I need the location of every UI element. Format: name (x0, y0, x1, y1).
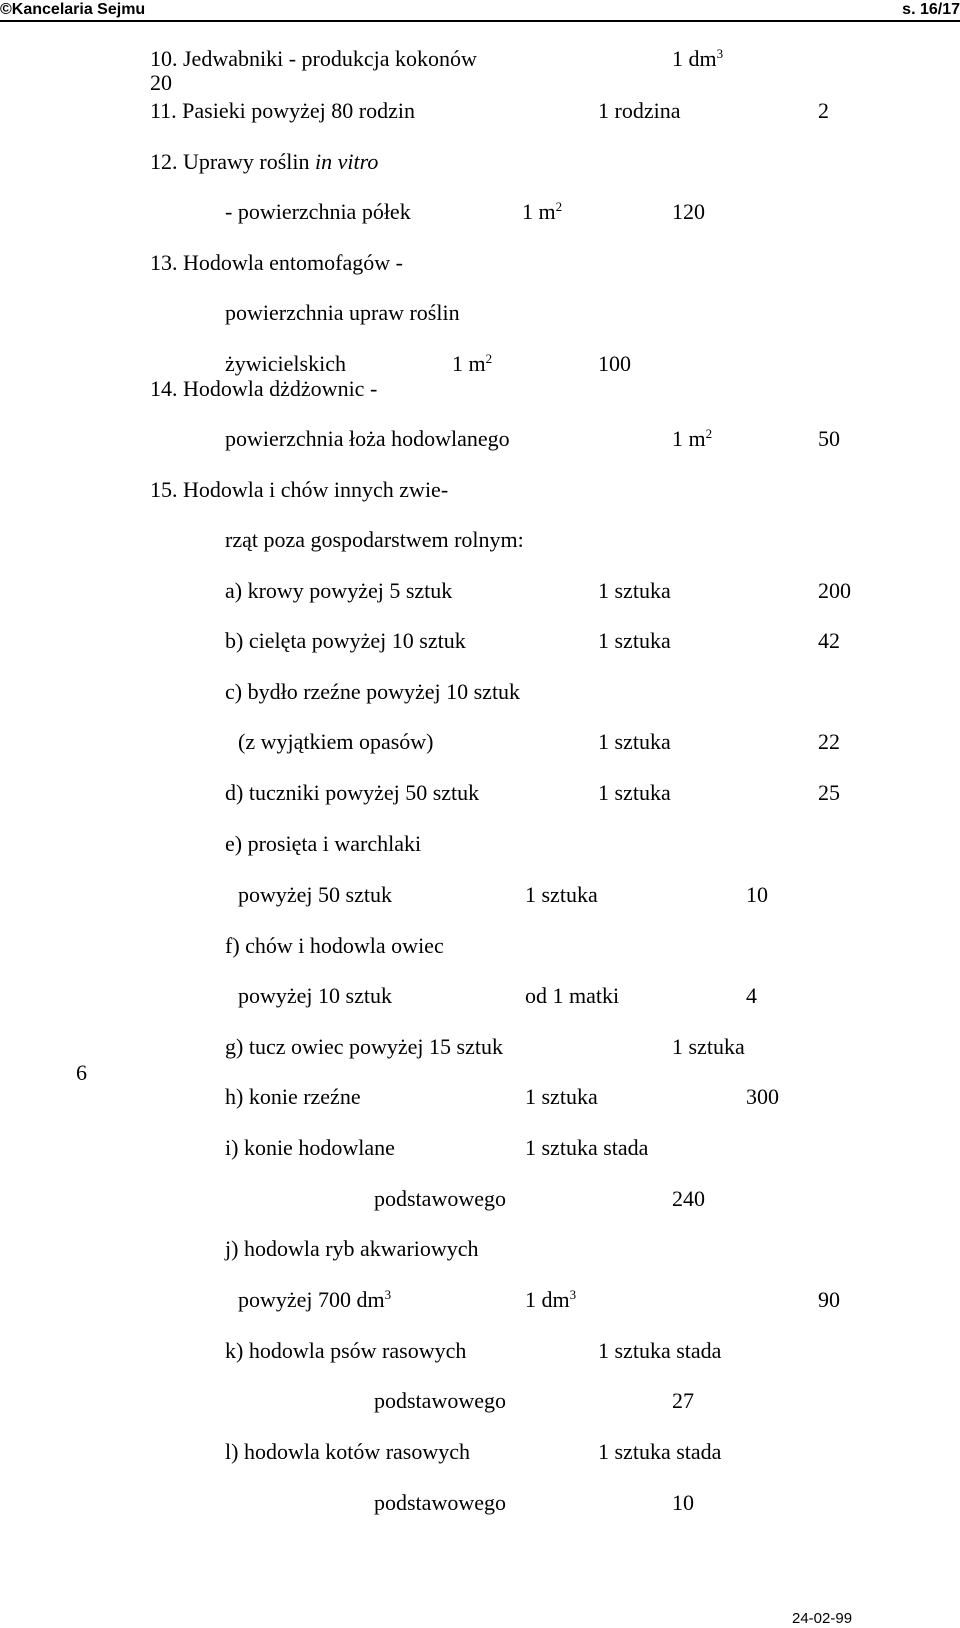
item-15a-unit: 1 sztuka (598, 578, 671, 603)
item-15j-sub: powyżej 700 $dm^3$ (238, 1287, 392, 1312)
item-11-unit: 1 rodzina (598, 98, 681, 123)
item-13-label: 13. Hodowla entomofagów - (150, 250, 403, 275)
item-15i-label: i) konie hodowlane (225, 1135, 395, 1160)
header-page-number: s. 16/17 (902, 1, 960, 18)
item-15f-label: f) chów i hodowla owiec (225, 933, 444, 958)
item-15j-unit: 1 $dm^3$ (525, 1287, 577, 1312)
item-15e-unit: 1 sztuka (525, 882, 598, 907)
item-15i-value: 240 (672, 1186, 705, 1211)
item-15c-unit: 1 sztuka (598, 729, 671, 754)
item-14-unit: 1 $m^2$ (672, 426, 713, 451)
item-15a-label: a) krowy powyżej 5 sztuk (225, 578, 453, 603)
item-15a-value: 200 (818, 578, 851, 603)
header-source: ©Kancelaria Sejmu (0, 1, 146, 18)
item-15e-sub: powyżej 50 sztuk (238, 882, 392, 907)
item-15b-value: 42 (818, 628, 840, 653)
footer-date: 24-02-99 (792, 1610, 853, 1627)
item-14-label: 14. Hodowla dżdżownic - (150, 376, 378, 401)
item-15c-value: 22 (818, 729, 840, 754)
item-15d-value: 25 (818, 780, 840, 805)
item-15l-value: 10 (672, 1490, 694, 1515)
item-15f-sub: powyżej 10 sztuk (238, 983, 392, 1008)
item-15l-sub: podstawowego (374, 1490, 506, 1515)
page-header (0, 0, 960, 22)
item-13-value: 100 (598, 351, 631, 376)
item-15i-sub: podstawowego (374, 1186, 506, 1211)
item-10-unit: 1 $dm^3$ (672, 46, 724, 71)
item-15k-value: 27 (672, 1388, 694, 1413)
item-15k-sub: podstawowego (374, 1388, 506, 1413)
item-15b-unit: 1 sztuka (598, 628, 671, 653)
item-15h-value: 300 (746, 1084, 779, 1109)
item-15k-label: k) hodowla psów rasowych (225, 1338, 467, 1363)
item-11-label: 11. Pasieki powyżej 80 rodzin (150, 98, 415, 123)
item-12-unit: 1 $m^2$ (522, 199, 563, 224)
item-15d-unit: 1 sztuka (598, 780, 671, 805)
item-13-unit: 1 $m^2$ (452, 351, 493, 376)
item-15l-label: l) hodowla kotów rasowych (225, 1439, 471, 1464)
item-13-sub: powierzchnia upraw roślin (225, 300, 460, 325)
item-15g-unit: 1 sztuka (672, 1034, 745, 1059)
item-14-sub: powierzchnia łoża hodowlanego (225, 426, 510, 451)
item-15e-label: e) prosięta i warchlaki (225, 831, 422, 856)
item-14-value: 50 (818, 426, 840, 451)
header-rule (0, 20, 960, 22)
item-11-value: 2 (818, 98, 829, 123)
item-15c-sub: (z wyjątkiem opasów) (238, 729, 434, 754)
item-10-label: 10. Jedwabniki - produkcja kokonów (150, 46, 477, 71)
side-number: 6 (76, 1060, 87, 1085)
item-12-label: 12. Uprawy roślin in vitro (150, 149, 379, 174)
item-10-value: 20 (150, 70, 172, 95)
item-15h-label: h) konie rzeźne (225, 1084, 361, 1109)
item-15k-unit: 1 sztuka stada (598, 1338, 722, 1363)
item-15-label: 15. Hodowla i chów innych zwie- (150, 477, 449, 502)
item-15e-value: 10 (746, 882, 768, 907)
item-12-value: 120 (672, 199, 705, 224)
item-15f-unit: od 1 matki (525, 983, 620, 1008)
item-15g-label: g) tucz owiec powyżej 15 sztuk (225, 1034, 503, 1059)
item-15b-label: b) cielęta powyżej 10 sztuk (225, 628, 466, 653)
item-15-sub: rząt poza gospodarstwem rolnym: (225, 527, 524, 552)
item-15f-value: 4 (746, 983, 757, 1008)
item-15j-label: j) hodowla ryb akwariowych (225, 1236, 479, 1261)
item-15l-unit: 1 sztuka stada (598, 1439, 722, 1464)
item-15h-unit: 1 sztuka (525, 1084, 598, 1109)
item-15c-label: c) bydło rzeźne powyżej 10 sztuk (225, 679, 521, 704)
item-15j-value: 90 (818, 1287, 840, 1312)
item-15d-label: d) tuczniki powyżej 50 sztuk (225, 780, 480, 805)
item-15i-unit: 1 sztuka stada (525, 1135, 649, 1160)
item-13-sub2: żywicielskich (225, 351, 346, 376)
item-12-sub: - powierzchnia półek (225, 199, 411, 224)
